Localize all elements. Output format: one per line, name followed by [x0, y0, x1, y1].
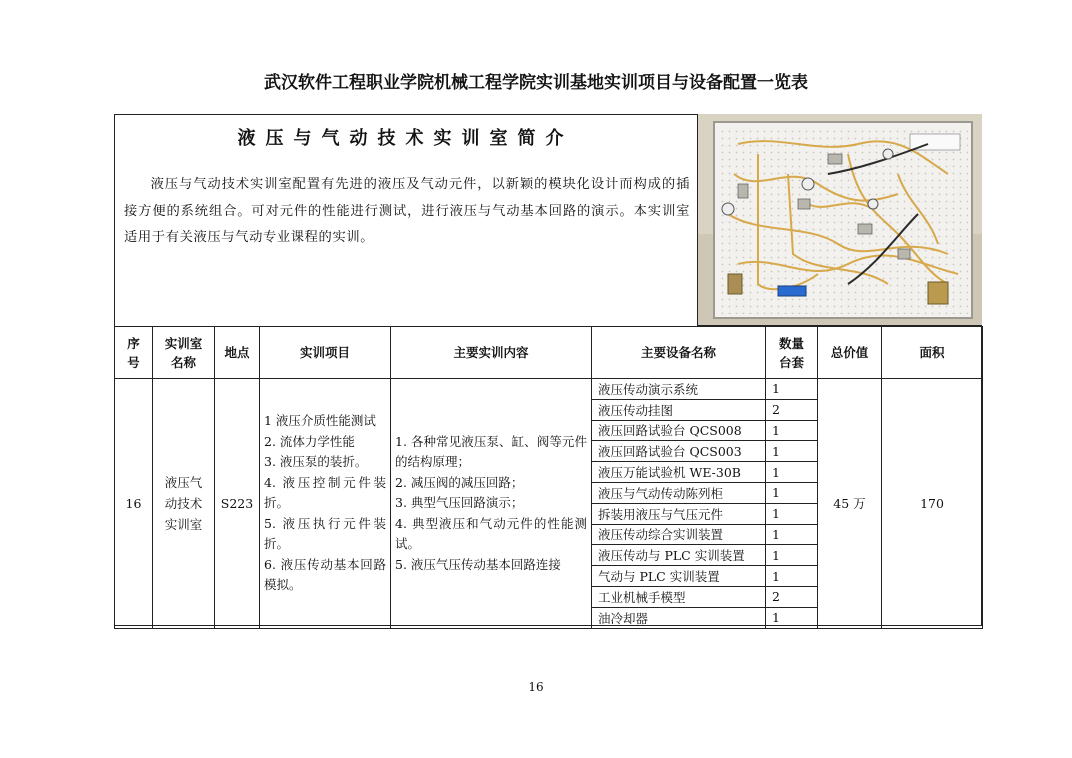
equipment-table: [114, 326, 983, 629]
equipment-qty: 1: [766, 566, 818, 587]
hydraulic-training-board-photo: [697, 114, 982, 326]
equipment-name: 气动与 PLC 实训装置: [592, 566, 766, 587]
equipment-name: 液压万能试验机 WE-30B: [592, 462, 766, 483]
area-cell: 170: [882, 379, 983, 629]
header-content: 主要实训内容: [391, 327, 592, 379]
content-item: 2. 减压阀的减压回路；: [395, 474, 524, 490]
header-room: 实训室 名称: [153, 327, 215, 379]
project-item: 6. 液压传动基本回路模拟。: [264, 556, 386, 593]
header-area: 面积: [882, 327, 983, 379]
seq-cell: 16: [115, 379, 153, 629]
equipment-qty: 2: [766, 586, 818, 607]
equipment-qty: 1: [766, 420, 818, 441]
equipment-name: 工业机械手模型: [592, 586, 766, 607]
project-item: 4. 液压控制元件装折。: [264, 474, 386, 511]
location-cell: S223: [215, 379, 260, 629]
header-qty: 数量 台套: [766, 327, 818, 379]
equipment-name: 液压传动演示系统: [592, 379, 766, 400]
equipment-qty: 1: [766, 607, 818, 628]
equipment-name: 液压与气动传动陈列柜: [592, 482, 766, 503]
equipment-qty: 1: [766, 482, 818, 503]
header-equipment: 主要设备名称: [592, 327, 766, 379]
project-item: 1 液压介质性能测试: [264, 413, 376, 429]
room-name-cell: 液压气 动技术 实训室: [153, 379, 215, 629]
equipment-name: 液压回路试验台 QCS003: [592, 441, 766, 462]
equipment-qty: 1: [766, 462, 818, 483]
page-number: 16: [528, 680, 544, 694]
equipment-name: 液压传动挂图: [592, 399, 766, 420]
equipment-name: 液压回路试验台 QCS008: [592, 420, 766, 441]
table-row: [115, 379, 983, 400]
intro-title: 液压与气动技术实训室简介: [237, 128, 574, 149]
content-item: 3. 典型气压回路演示；: [395, 495, 524, 511]
equipment-name: 液压传动与 PLC 实训装置: [592, 545, 766, 566]
equipment-qty: 1: [766, 524, 818, 545]
intro-section: [114, 114, 697, 326]
equipment-name: 油冷却器: [592, 607, 766, 628]
header-projects: 实训项目: [260, 327, 391, 379]
header-total: 总价值: [818, 327, 882, 379]
project-item: 3. 液压泵的装折。: [264, 454, 368, 470]
total-value-cell: 45 万: [818, 379, 882, 629]
equipment-name: 拆装用液压与气压元件: [592, 503, 766, 524]
equipment-name: 液压传动综合实训装置: [592, 524, 766, 545]
project-item: 5. 液压执行元件装折。: [264, 515, 386, 552]
equipment-qty: 2: [766, 399, 818, 420]
equipment-qty: 1: [766, 441, 818, 462]
header-location: 地点: [215, 327, 260, 379]
content-item: 1. 各种常见液压泵、缸、阀等元件的结构原理；: [395, 433, 587, 470]
equipment-qty: 1: [766, 545, 818, 566]
project-item: 2. 流体力学性能: [264, 433, 355, 449]
document-title: 武汉软件工程职业学院机械工程学院实训基地实训项目与设备配置一览表: [264, 73, 808, 93]
photo-illustration: [698, 114, 982, 326]
intro-body: 液压与气动技术实训室配置有先进的液压及气动元件，以新颖的模块化设计而构成的插接方便的系统组合。可对元件的性能进行测试，进行液压与气动基本回路的演示。本实训室适用于有关液压与气动专业课程的实训。: [124, 177, 690, 245]
equipment-qty: 1: [766, 503, 818, 524]
header-seq: 序 号: [115, 327, 153, 379]
content-item: 5. 液压气压传动基本回路连接: [395, 556, 561, 572]
header-row: [115, 327, 983, 379]
content-cell: [391, 379, 592, 629]
content-item: 4. 典型液压和气动元件的性能测试。: [395, 515, 587, 552]
projects-cell: [260, 379, 391, 629]
equipment-qty: 1: [766, 379, 818, 400]
